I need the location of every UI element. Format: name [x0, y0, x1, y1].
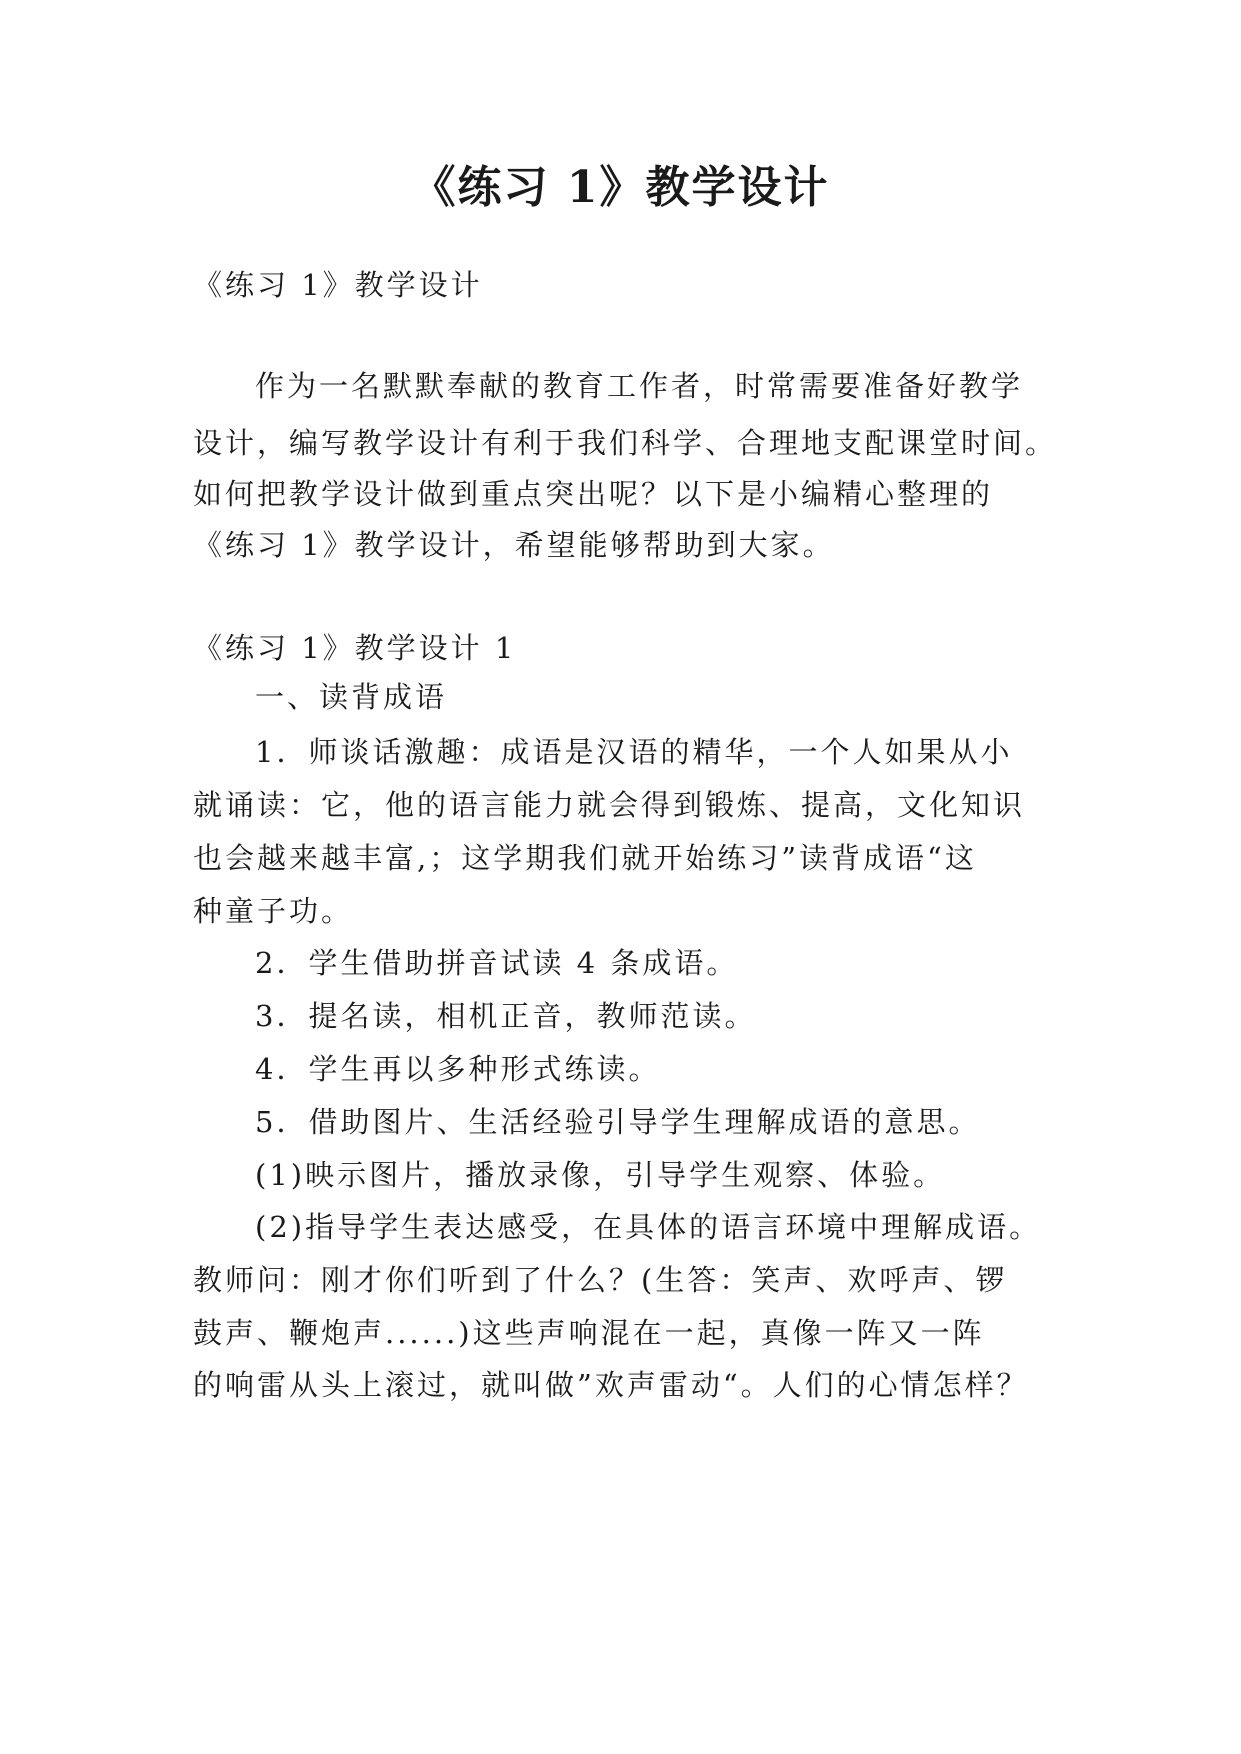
intro-line: 《练习 1》教学设计，希望能够帮助到大家。 — [193, 528, 835, 562]
body-line: 也会越来越丰富,；这学期我们就开始练习”读背成语“这 — [193, 841, 977, 875]
body-line: (1)映示图片，播放录像，引导学生观察、体验。 — [255, 1158, 946, 1192]
body-line: 5．借助图片、生活经验引导学生理解成语的意思。 — [255, 1105, 981, 1139]
body-line: 2．学生借助拼音试读 4 条成语。 — [255, 946, 739, 980]
section-heading: 《练习 1》教学设计 1 — [193, 631, 517, 665]
intro-line: 如何把教学设计做到重点突出呢？以下是小编精心整理的 — [193, 477, 994, 511]
body-line: 1．师谈话激趣：成语是汉语的精华，一个人如果从小 — [255, 735, 1013, 769]
body-line: 3．提名读，相机正音，教师范读。 — [255, 999, 757, 1033]
body-line: (2)指导学生表达感受，在具体的语言环境中理解成语。 — [255, 1210, 1042, 1244]
document-subtitle: 《练习 1》教学设计 — [193, 268, 483, 302]
part-heading: 一、读背成语 — [255, 680, 448, 714]
body-line: 的响雷从头上滚过，就叫做”欢声雷动“。人们的心情怎样？ — [193, 1368, 1029, 1402]
intro-line: 设计，编写教学设计有利于我们科学、合理地支配课堂时间。 — [193, 426, 1058, 460]
body-line: 鼓声、鞭炮声......)这些声响混在一起，真像一阵又一阵 — [193, 1316, 985, 1350]
body-line: 种童子功。 — [193, 894, 354, 928]
document-title: 《练习 1》教学设计 — [411, 162, 830, 213]
intro-line: 作为一名默默奉献的教育工作者，时常需要准备好教学 — [255, 369, 1024, 403]
body-line: 4．学生再以多种形式练读。 — [255, 1052, 661, 1086]
body-line: 就诵读：它，他的语言能力就会得到锻炼、提高，文化知识 — [193, 788, 1026, 822]
body-line: 教师问：刚才你们听到了什么？(生答：笑声、欢呼声、锣 — [193, 1263, 1008, 1297]
